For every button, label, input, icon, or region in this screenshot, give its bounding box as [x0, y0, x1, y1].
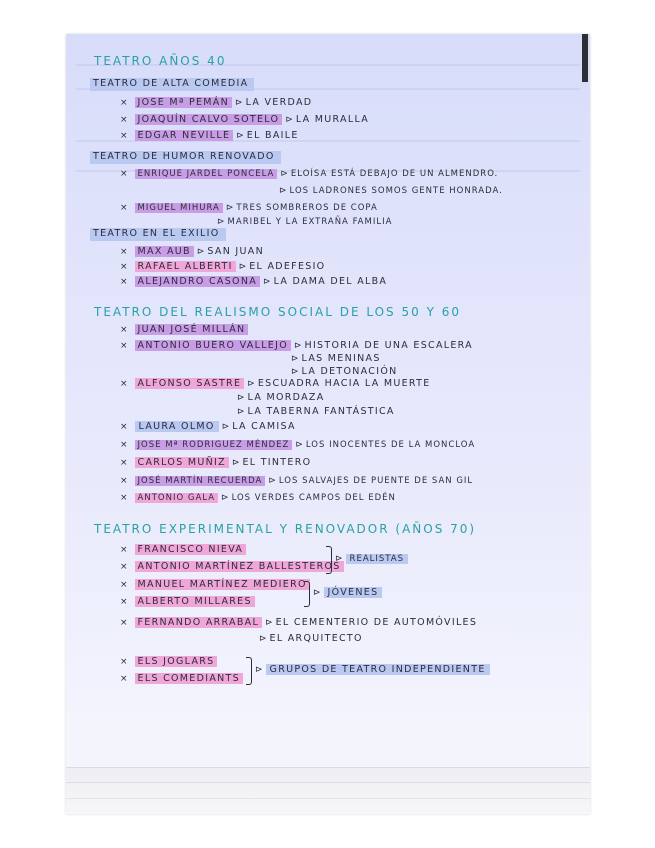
- group-label-realistas: [332, 553, 408, 565]
- list-item: [120, 324, 248, 336]
- list-item: [120, 544, 246, 556]
- list-item: [120, 168, 498, 180]
- author-name: FERNANDO ARRABAL: [135, 617, 263, 628]
- group-label-jovenes: [310, 587, 382, 599]
- author-name: JUAN JOSÉ MILLÁN: [135, 324, 249, 335]
- list-item: [120, 97, 312, 109]
- author-name: ELS JOGLARS: [135, 656, 218, 667]
- list-item-continuation: [288, 366, 398, 378]
- arrow-icon: ⊳: [255, 665, 263, 675]
- work-title: EL ARQUITECTO: [269, 633, 363, 644]
- arrow-icon: ⊳: [235, 98, 243, 108]
- arrow-icon: ⊳: [231, 458, 240, 468]
- list-item: [120, 561, 344, 573]
- author-name: ALBERTO MILLARES: [135, 596, 255, 607]
- list-item-continuation: [214, 216, 392, 228]
- author-name: JOSE Mª RODRIGUEZ MÉNDEZ: [135, 440, 293, 450]
- group-label: REALISTAS: [346, 554, 408, 564]
- list-item: [120, 378, 431, 390]
- work-title: LOS VERDES CAMPOS DEL EDÉN: [231, 493, 396, 503]
- work-title: SAN JUAN: [207, 246, 264, 257]
- author-name: JOAQUÍN CALVO SOTELO: [135, 114, 283, 125]
- list-item: [120, 130, 299, 142]
- list-item: [120, 596, 255, 608]
- work-title: EL BAILE: [246, 130, 299, 141]
- bullet-x: ×: [120, 247, 128, 257]
- group-label: GRUPOS DE TEATRO INDEPENDIENTE: [266, 664, 490, 675]
- work-title: TRES SOMBREROS DE COPA: [236, 203, 378, 213]
- work-title: ELOÍSA ESTÁ DEBAJO DE UN ALMENDRO.: [290, 169, 499, 179]
- bullet-x: ×: [120, 169, 128, 179]
- bullet-x: ×: [120, 545, 128, 555]
- bullet-x: ×: [120, 562, 128, 572]
- page-tab: [582, 34, 588, 82]
- bullet-x: ×: [120, 458, 128, 468]
- list-item: [120, 276, 387, 288]
- bullet-x: ×: [120, 422, 128, 432]
- author-name: ANTONIO BUERO VALLEJO: [135, 340, 291, 351]
- bullet-x: ×: [120, 476, 128, 486]
- work-title: EL CEMENTERIO DE AUTOMÓVILES: [275, 617, 478, 628]
- work-title: EL ADEFESIO: [249, 261, 326, 272]
- author-name: ELS COMEDIANTS: [135, 673, 243, 684]
- list-item-continuation: [276, 185, 503, 197]
- arrow-icon: ⊳: [225, 203, 234, 213]
- subheading-humor-renovado: TEATRO DE HUMOR RENOVADO: [90, 151, 281, 164]
- list-item: [120, 261, 325, 273]
- page-bottom-edge: [66, 767, 590, 814]
- author-name: RAFAEL ALBERTI: [135, 261, 236, 272]
- list-item: [120, 114, 369, 126]
- arrow-icon: ⊳: [285, 115, 293, 125]
- list-item-continuation: [256, 633, 363, 645]
- author-name: LAURA OLMO: [135, 421, 219, 432]
- work-title: LA VERDAD: [245, 97, 313, 108]
- bullet-x: ×: [120, 657, 128, 667]
- author-name: MAX AUB: [135, 246, 194, 257]
- author-name: ALFONSO SASTRE: [135, 378, 245, 389]
- bullet-x: ×: [120, 98, 128, 108]
- work-title: LOS INOCENTES DE LA MONCLOA: [305, 440, 476, 450]
- author-name: CARLOS MUÑIZ: [135, 457, 229, 468]
- bullet-x: ×: [120, 131, 128, 141]
- author-name: EDGAR NEVILLE: [135, 130, 234, 141]
- group-label-independiente: [252, 664, 490, 676]
- bullet-x: ×: [120, 115, 128, 125]
- arrow-icon: ⊳: [237, 407, 245, 417]
- author-name: ENRIQUE JARDEL PONCELA: [135, 169, 278, 179]
- arrow-icon: ⊳: [265, 618, 273, 628]
- author-name: ANTONIO GALA: [135, 493, 218, 503]
- arrow-icon: ⊳: [279, 186, 287, 196]
- author-name: ANTONIO MARTÍNEZ BALLESTEROS: [135, 561, 344, 572]
- arrow-icon: ⊳: [335, 554, 343, 564]
- arrow-icon: ⊳: [295, 440, 303, 450]
- author-name: JOSE Mª PEMÁN: [135, 97, 232, 108]
- bullet-x: ×: [120, 262, 128, 272]
- list-item: [120, 202, 378, 214]
- arrow-icon: ⊳: [236, 131, 244, 141]
- heading-realismo-social: TEATRO DEL REALISMO SOCIAL DE LOS 50 Y 60: [94, 305, 461, 319]
- list-item: [120, 475, 473, 487]
- arrow-icon: ⊳: [263, 277, 271, 287]
- work-title: LA TABERNA FANTÁSTICA: [247, 406, 395, 417]
- work-title: MARIBEL Y LA EXTRAÑA FAMILIA: [227, 217, 393, 227]
- bullet-x: ×: [120, 440, 128, 450]
- author-name: FRANCISCO NIEVA: [135, 544, 247, 555]
- list-item-continuation: [234, 392, 325, 404]
- arrow-icon: ⊳: [291, 367, 299, 377]
- work-title: HISTORIA DE UNA ESCALERA: [304, 340, 473, 351]
- list-item: [120, 340, 473, 352]
- arrow-icon: ⊳: [259, 634, 267, 644]
- bullet-x: ×: [120, 597, 128, 607]
- work-title: ESCUADRA HACIA LA MUERTE: [257, 378, 431, 389]
- list-item: [120, 673, 243, 685]
- list-item: [120, 617, 477, 629]
- notebook-page: [66, 34, 590, 814]
- subheading-exilio: TEATRO EN EL EXILIO: [90, 228, 226, 241]
- work-title: LA CAMISA: [232, 421, 296, 432]
- list-item: [120, 421, 296, 433]
- work-title: LOS LADRONES SOMOS GENTE HONRADA.: [289, 186, 503, 196]
- work-title: LA DAMA DEL ALBA: [273, 276, 388, 287]
- bullet-x: ×: [120, 580, 128, 590]
- arrow-icon: ⊳: [268, 476, 276, 486]
- group-label: JÓVENES: [324, 587, 383, 598]
- list-item: [120, 457, 311, 469]
- list-item-continuation: [234, 406, 395, 418]
- list-item: [120, 246, 264, 258]
- work-title: LA MURALLA: [295, 114, 370, 125]
- edge-line: [66, 798, 590, 799]
- heading-experimental: TEATRO EXPERIMENTAL Y RENOVADOR (AÑOS 70): [94, 522, 477, 536]
- author-name: JOSÉ MARTÍN RECUERDA: [135, 476, 266, 486]
- arrow-icon: ⊳: [247, 379, 255, 389]
- list-item: [120, 579, 310, 591]
- work-title: EL TINTERO: [242, 457, 312, 468]
- arrow-icon: ⊳: [221, 422, 230, 432]
- arrow-icon: ⊳: [237, 393, 245, 403]
- arrow-icon: ⊳: [291, 354, 299, 364]
- arrow-icon: ⊳: [238, 262, 247, 272]
- author-name: ALEJANDRO CASONA: [135, 276, 261, 287]
- list-item: [120, 492, 396, 504]
- arrow-icon: ⊳: [313, 588, 321, 598]
- edge-line: [66, 782, 590, 783]
- work-title: LAS MENINAS: [301, 353, 381, 364]
- list-item: [120, 656, 217, 668]
- work-title: LA DETONACIÓN: [301, 366, 398, 377]
- arrow-icon: ⊳: [196, 247, 205, 257]
- author-name: MANUEL MARTÍNEZ MEDIERO: [135, 579, 310, 590]
- bullet-x: ×: [120, 203, 128, 213]
- arrow-icon: ⊳: [221, 493, 229, 503]
- bullet-x: ×: [120, 379, 128, 389]
- author-name: MIGUEL MIHURA: [135, 203, 223, 213]
- arrow-icon: ⊳: [293, 341, 302, 351]
- bullet-x: ×: [120, 674, 128, 684]
- list-item: [120, 439, 475, 451]
- bullet-x: ×: [120, 277, 128, 287]
- bullet-x: ×: [120, 341, 128, 351]
- arrow-icon: ⊳: [217, 217, 225, 227]
- bullet-x: ×: [120, 493, 128, 503]
- heading-teatro-anos-40: TEATRO AÑOS 40: [94, 54, 227, 68]
- work-title: LA MORDAZA: [247, 392, 325, 403]
- work-title: LOS SALVAJES DE PUENTE DE SAN GIL: [278, 476, 474, 486]
- bullet-x: ×: [120, 325, 128, 335]
- arrow-icon: ⊳: [280, 169, 288, 179]
- subheading-alta-comedia: TEATRO DE ALTA COMEDIA: [90, 78, 254, 91]
- bullet-x: ×: [120, 618, 128, 628]
- list-item-continuation: [288, 353, 381, 365]
